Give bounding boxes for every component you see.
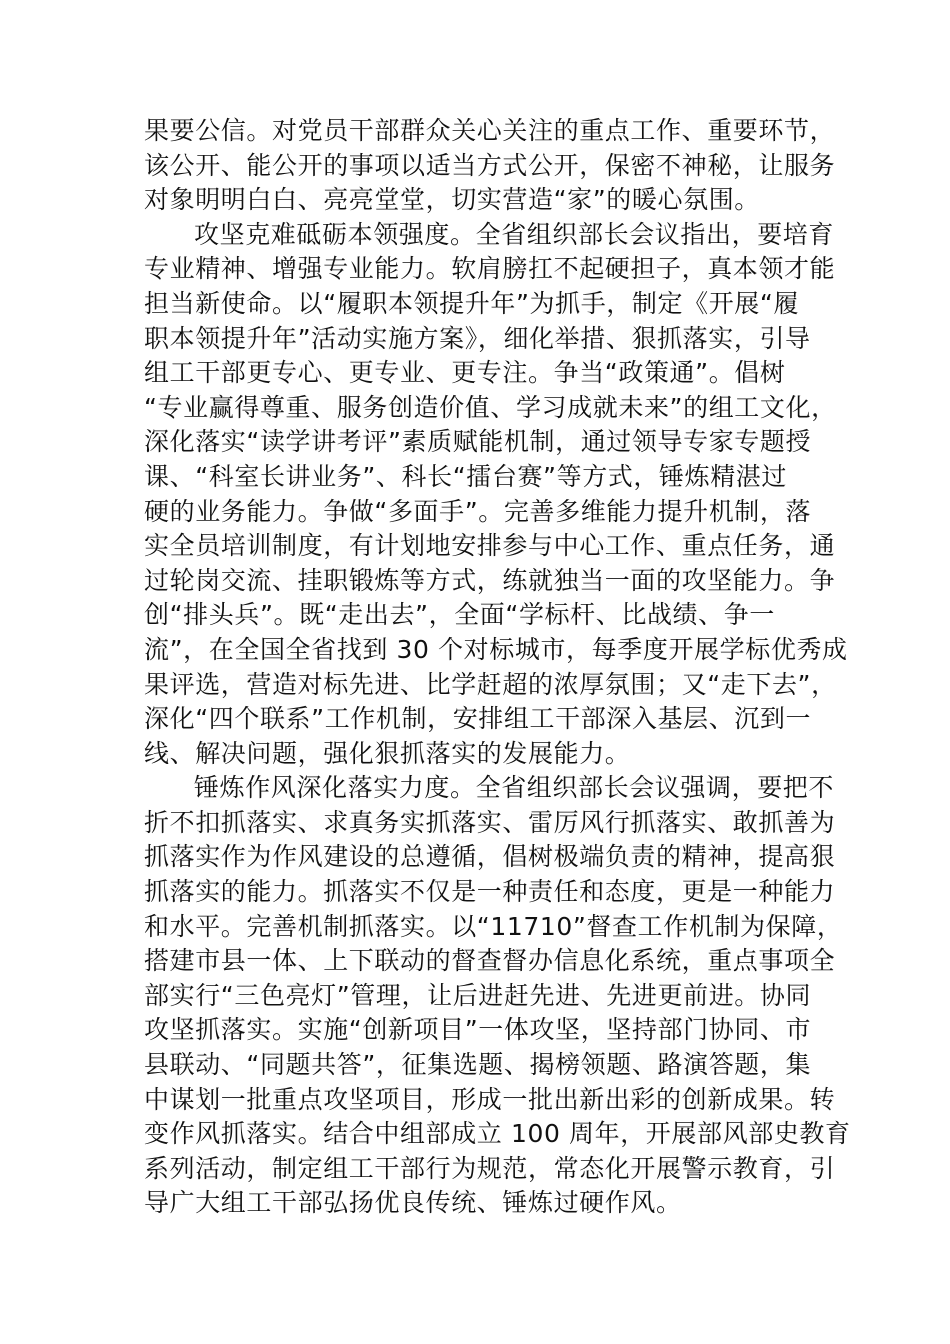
text-line: 抓落实作为作风建设的总遵循，倡树极端负责的精神，提高狠 bbox=[144, 842, 836, 872]
text-line: 担当新使命。以“履职本领提升年”为抓手，制定《开展“履 bbox=[144, 288, 800, 318]
text-line: 该公开、能公开的事项以适当方式公开，保密不神秘，让服务 bbox=[144, 150, 836, 180]
text-line: 对象明明白白、亮亮堂堂，切实营造“家”的暖心氛围。 bbox=[144, 185, 760, 215]
text-line: 过轮岗交流、挂职锻炼等方式，练就独当一面的攻坚能力。争 bbox=[144, 565, 836, 595]
text-line: 抓落实的能力。抓落实不仅是一种责任和态度，更是一种能力 bbox=[144, 877, 836, 907]
paragraph-first-line: 锤炼作风深化落实力度。全省组织部长会议强调，要把不 bbox=[194, 773, 835, 803]
text-line: 职本领提升年”活动实施方案》，细化举措、狠抓落实，引导 bbox=[144, 323, 811, 353]
text-line: 变作风抓落实。结合中组部成立 100 周年，开展部风部史教育 bbox=[144, 1119, 851, 1149]
text-line: 实全员培训制度，有计划地安排参与中心工作、重点任务，通 bbox=[144, 531, 836, 561]
text-line: 系列活动，制定组工干部行为规范，常态化开展警示教育，引 bbox=[144, 1153, 836, 1183]
paragraph-first-line: 攻坚克难砥砺本领强度。全省组织部长会议指出，要培育 bbox=[194, 219, 835, 249]
text-line: 创“排头兵”。既“走出去”，全面“学标杆、比战绩、争一 bbox=[144, 600, 775, 630]
text-line: 线、解决问题，强化狠抓落实的发展能力。 bbox=[144, 738, 631, 768]
text-line: 流”，在全国全省找到 30 个对标城市，每季度开展学标优秀成 bbox=[144, 634, 848, 664]
body-text bbox=[144, 114, 851, 1221]
text-line: “专业赢得尊重、服务创造价值、学习成就未来”的组工文化， bbox=[144, 392, 837, 422]
text-line: 导广大组工干部弘扬优良传统、锤炼过硬作风。 bbox=[144, 1188, 682, 1218]
text-line: 专业精神、增强专业能力。软肩膀扛不起硬担子，真本领才能 bbox=[144, 254, 836, 284]
text-line: 课、“科室长讲业务”、科长“擂台赛”等方式，锤炼精湛过 bbox=[144, 461, 788, 491]
text-line: 搭建市县一体、上下联动的督查督办信息化系统，重点事项全 bbox=[144, 946, 836, 976]
text-line: 和水平。完善机制抓落实。以“11710”督查工作机制为保障， bbox=[144, 911, 843, 941]
text-line: 深化“四个联系”工作机制，安排组工干部深入基层、沉到一 bbox=[144, 704, 812, 734]
text-line: 组工干部更专心、更专业、更专注。争当“政策通”。倡树 bbox=[144, 358, 786, 388]
text-line: 攻坚抓落实。实施“创新项目”一体攻坚，坚持部门协同、市 bbox=[144, 1015, 812, 1045]
text-line: 硬的业务能力。争做“多面手”。完善多维能力提升机制，落 bbox=[144, 496, 812, 526]
text-line: 果要公信。对党员干部群众关心关注的重点工作、重要环节， bbox=[144, 116, 836, 145]
text-line: 中谋划一批重点攻坚项目，形成一批出新出彩的创新成果。转 bbox=[144, 1084, 836, 1114]
text-line: 折不扣抓落实、求真务实抓落实、雷厉风行抓落实、敢抓善为 bbox=[144, 807, 836, 837]
text-line: 深化落实“读学讲考评”素质赋能机制，通过领导专家专题授 bbox=[144, 427, 812, 457]
text-line: 果评选，营造对标先进、比学赶超的浓厚氛围；又“走下去”， bbox=[144, 669, 837, 699]
text-line: 县联动、“同题共答”，征集选题、揭榜领题、路演答题，集 bbox=[144, 1050, 812, 1080]
text-line: 部实行“三色亮灯”管理，让后进赶先进、先进更前进。协同 bbox=[144, 980, 812, 1010]
